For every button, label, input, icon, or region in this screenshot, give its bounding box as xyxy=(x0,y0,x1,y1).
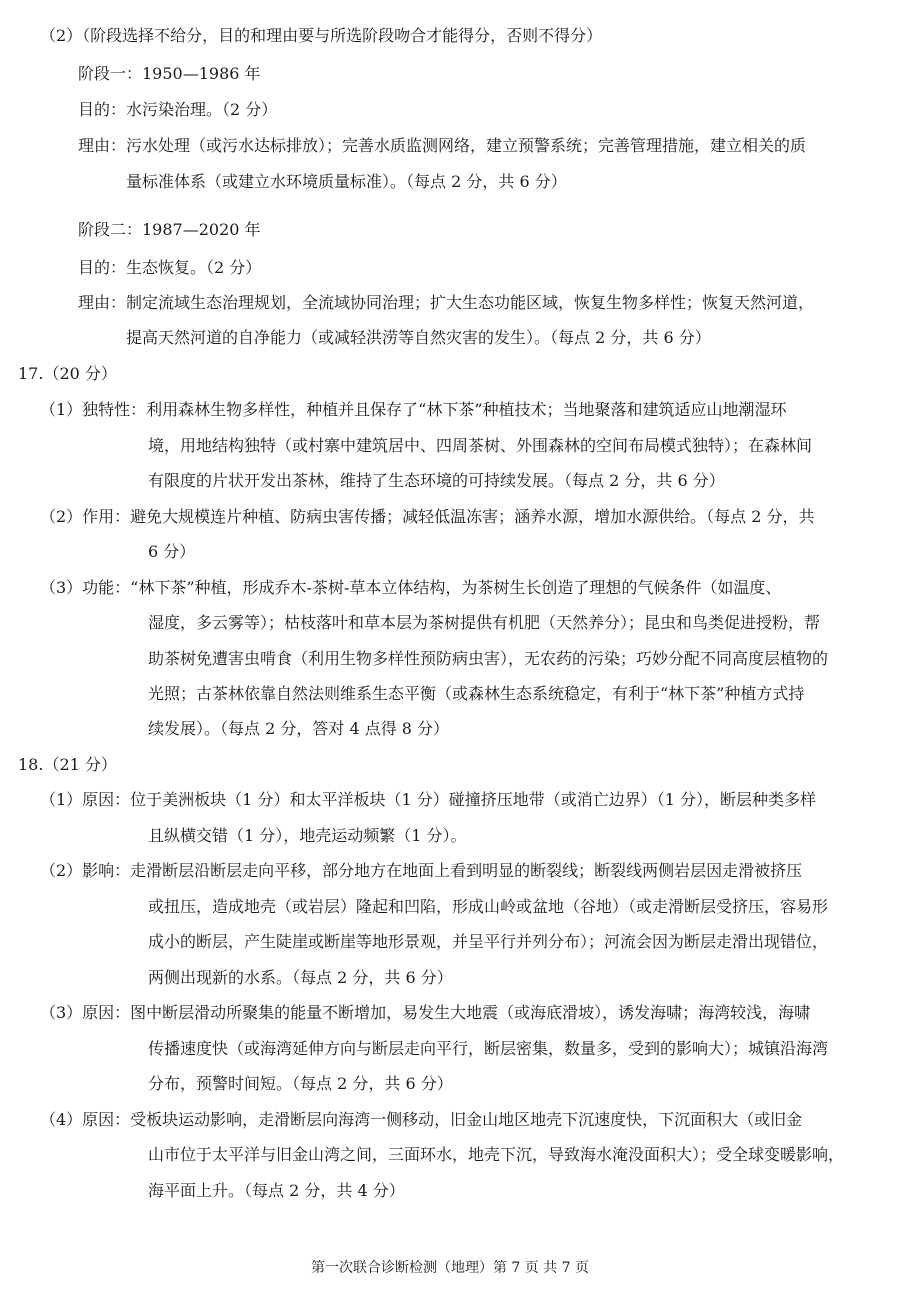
question-header: 17.（20 分） xyxy=(18,364,117,383)
answer-line: 光照；古茶林依靠自然法则维系生态平衡（或森林生态系统稳定，有利于“林下茶”种植方式持 xyxy=(148,684,805,703)
answer-line: 海平面上升。（每点 2 分，共 4 分） xyxy=(148,1181,405,1200)
answer-line: 两侧出现新的水系。（每点 2 分，共 6 分） xyxy=(148,968,453,987)
answer-line: 山市位于太平洋与旧金山湾之间，三面环水，地壳下沉，导致海水淹没面积大）；受全球变暖影响， xyxy=(148,1145,845,1164)
answer-line: 阶段一：1950—1986 年 xyxy=(78,64,261,83)
answer-line: （4）原因：受板块运动影响，走滑断层向海湾一侧移动，旧金山地区地壳下沉速度快，下沉面积大（或旧金 xyxy=(40,1110,803,1129)
page-footer: 第一次联合诊断检测（地理）第 7 页 共 7 页 xyxy=(310,1260,590,1276)
answer-line: 且纵横交错（1 分），地壳运动频繁（1 分）。 xyxy=(148,826,467,845)
answer-line: 成小的断层，产生陡崖或断崖等地形景观，并呈平行并列分布）；河流会因为断层走滑出现错位， xyxy=(148,932,829,951)
answer-line: 阶段二：1987—2020 年 xyxy=(78,220,261,239)
answer-line: （2）作用：避免大规模连片种植、防病虫害传播；减轻低温冻害；涵养水源，增加水源供给。（每点 2 分，共 xyxy=(40,507,815,526)
answer-line: 或扭压，造成地壳（或岩层）隆起和凹陷，形成山岭或盆地（谷地）（或走滑断层受挤压，容易形 xyxy=(148,897,829,916)
answer-line: 传播速度快（或海湾延伸方向与断层走向平行，断层密集，数量多，受到的影响大）；城镇沿海湾 xyxy=(148,1039,829,1058)
answer-line: 湿度，多云雾等）；枯枝落叶和草本层为茶树提供有机肥（天然养分）；昆虫和鸟类促进授粉，帮 xyxy=(148,613,821,632)
answer-line: 目的：水污染治理。（2 分） xyxy=(78,100,278,119)
answer-line: （1）独特性：利用森林生物多样性，种植并且保存了“林下茶”种植技术；当地聚落和建筑适应山地潮湿环 xyxy=(40,400,787,419)
answer-line: 6 分） xyxy=(148,542,196,561)
answer-line: （2）影响：走滑断层沿断层走向平移，部分地方在地面上看到明显的断裂线；断裂线两侧岩层因走滑被挤压 xyxy=(40,861,803,880)
answer-line: 提高天然河道的自净能力（或减轻洪涝等自然灾害的发生）。（每点 2 分，共 6 分） xyxy=(126,328,711,347)
question-header: 18.（21 分） xyxy=(18,755,117,774)
answer-line: 助茶树免遭害虫啃食（利用生物多样性预防病虫害），无农药的污染；巧妙分配不同高度层植物的 xyxy=(148,649,829,668)
answer-line: 理由：污水处理（或污水达标排放）；完善水质监测网络，建立预警系统；完善管理措施，建立相关的质 xyxy=(78,136,807,155)
answer-line: （2）（阶段选择不给分，目的和理由要与所选阶段吻合才能得分，否则不得分） xyxy=(40,26,603,45)
answer-line: 境，用地结构独特（或村寨中建筑居中、四周茶树、外围森林的空间布局模式独特）；在森林间 xyxy=(148,436,813,455)
answer-line: （3）功能：“林下茶”种植，形成乔木-茶树-草本立体结构，为茶树生长创造了理想的气候条件（如温度、 xyxy=(40,578,782,597)
answer-line: 分布，预警时间短。（每点 2 分，共 6 分） xyxy=(148,1074,453,1093)
answer-line: 理由：制定流域生态治理规划，全流域协同治理；扩大生态功能区域，恢复生物多样性；恢复天然河道， xyxy=(78,293,815,312)
answer-line: 有限度的片状开发出茶林，维持了生态环境的可持续发展。（每点 2 分，共 6 分） xyxy=(148,471,725,490)
answer-line: （3）原因：图中断层滑动所聚集的能量不断增加，易发生大地震（或海底滑坡），诱发海啸；海湾较浅，海啸 xyxy=(40,1003,811,1022)
answer-line: 续发展）。（每点 2 分，答对 4 点得 8 分） xyxy=(148,719,450,738)
answer-line: 量标准体系（或建立水环境质量标准）。（每点 2 分，共 6 分） xyxy=(126,172,567,191)
answer-line: 目的：生态恢复。（2 分） xyxy=(78,258,262,277)
answer-line: （1）原因：位于美洲板块（1 分）和太平洋板块（1 分）碰撞挤压地带（或消亡边界）（1 分），断层种类多样 xyxy=(40,790,816,809)
